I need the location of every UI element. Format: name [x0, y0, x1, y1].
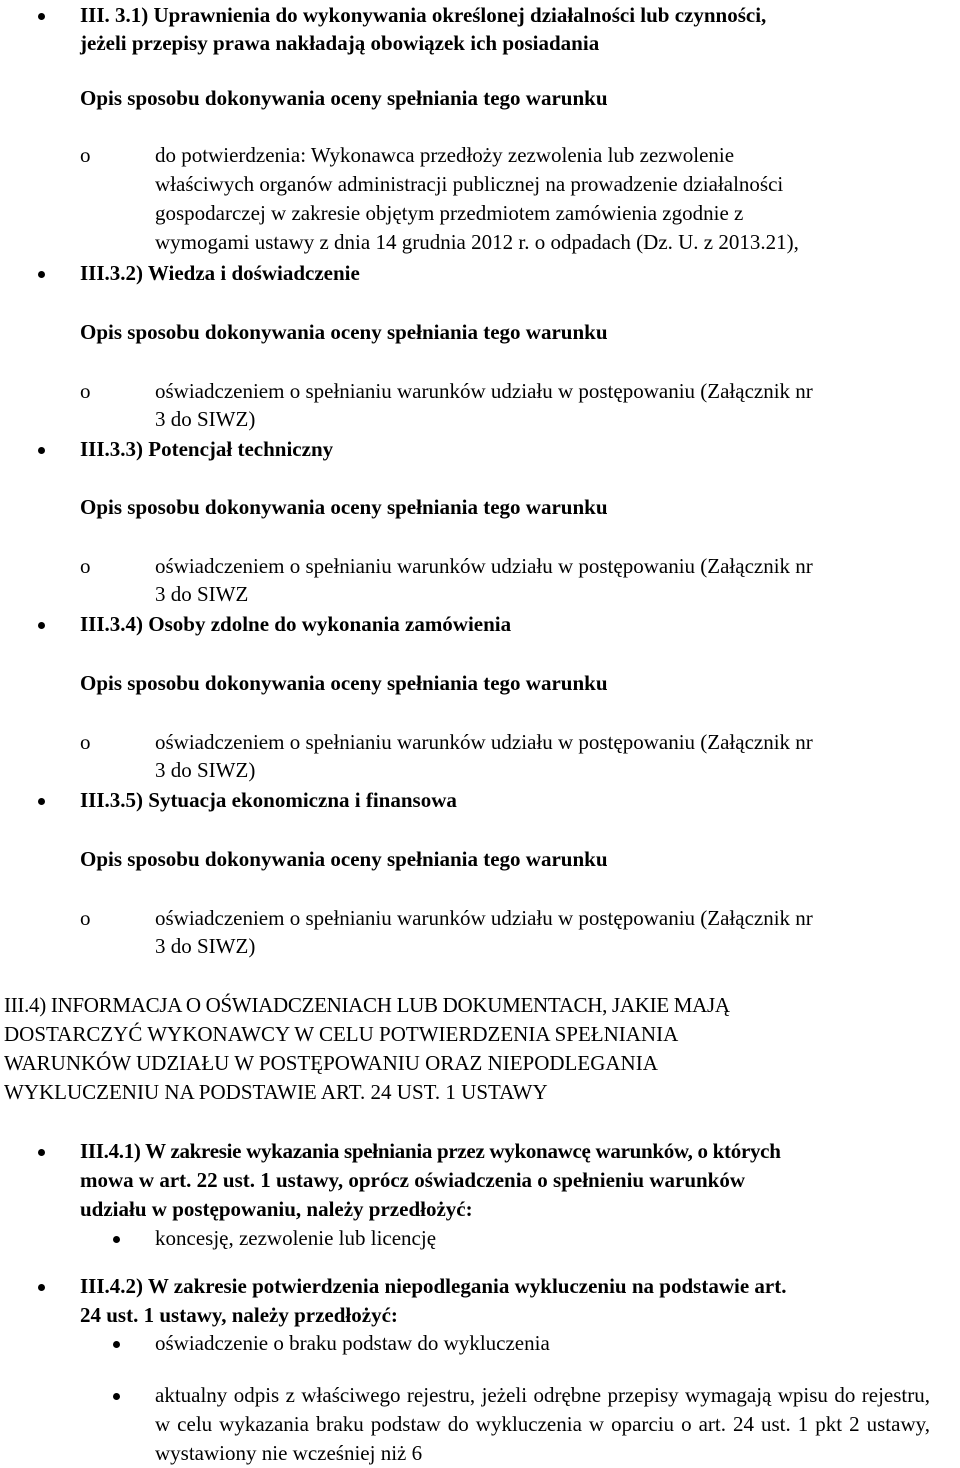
list-item-text: do potwierdzenia: Wykonawca przedłoży zezwolenia lub zezwolenie — [155, 143, 735, 167]
list-item-text: oświadczeniem o spełnianiu warunków udziału w postępowaniu (Załącznik nr — [155, 379, 813, 403]
hollow-bullet-icon: o — [80, 906, 91, 930]
opis-heading: Opis sposobu dokonywania oceny spełniania tego warunku — [80, 847, 608, 871]
section-title-3-1-line1: III. 3.1) Uprawnienia do wykonywania określonej działalności lub czynności, — [80, 3, 767, 27]
section-title-3-5: III.3.5) Sytuacja ekonomiczna i finansowa — [80, 788, 457, 812]
hollow-bullet-icon: o — [80, 554, 91, 578]
bullet-icon — [38, 1149, 45, 1156]
opis-heading: Opis sposobu dokonywania oceny spełniania tego warunku — [80, 320, 608, 344]
list-item-text: właściwych organów administracji publicznej na prowadzenie działalności — [155, 172, 784, 196]
section-title-4-1-line3: udziału w postępowaniu, należy przedłożyć: — [80, 1197, 473, 1221]
list-item-text: oświadczeniem o spełnianiu warunków udziału w postępowaniu (Załącznik nr — [155, 554, 813, 578]
list-item-text: aktualny odpis z właściwego rejestru, jeżeli odrębne przepisy wymagają wpisu do rejestru, w celu wykazania braku podstaw do wykluczenia w oparciu o art. 24 ust. 1 pkt 2 ustawy, wystawiony nie wcześniej niż 6 — [155, 1383, 930, 1465]
list-item-text: oświadczenie o braku podstaw do wykluczenia — [155, 1331, 550, 1355]
bullet-icon — [38, 1284, 45, 1291]
list-item-text: wymogami ustawy z dnia 14 grudnia 2012 r. o odpadach (Dz. U. z 2013.21), — [155, 230, 799, 254]
section-heading-3-4-line3: WARUNKÓW UDZIAŁU W POSTĘPOWANIU ORAZ NIEPODLEGANIA — [4, 1051, 658, 1075]
bullet-icon — [38, 447, 45, 454]
bullet-icon — [38, 13, 45, 20]
list-item-text: 3 do SIWZ) — [155, 758, 256, 782]
hollow-bullet-icon: o — [80, 730, 91, 754]
section-title-3-3: III.3.3) Potencjał techniczny — [80, 437, 334, 461]
section-title-3-2: III.3.2) Wiedza i doświadczenie — [80, 261, 360, 285]
section-title-3-1-line2: jeżeli przepisy prawa nakładają obowiązek ich posiadania — [80, 31, 600, 55]
list-item-text: koncesję, zezwolenie lub licencję — [155, 1226, 437, 1250]
list-item-text: oświadczeniem o spełnianiu warunków udziału w postępowaniu (Załącznik nr — [155, 906, 813, 930]
section-title-3-4: III.3.4) Osoby zdolne do wykonania zamówienia — [80, 612, 512, 636]
opis-heading: Opis sposobu dokonywania oceny spełniania tego warunku — [80, 671, 608, 695]
list-item-text: 3 do SIWZ) — [155, 407, 256, 431]
section-heading-3-4-line4: WYKLUCZENIU NA PODSTAWIE ART. 24 UST. 1 USTAWY — [4, 1080, 548, 1104]
bullet-icon — [38, 271, 45, 278]
section-title-4-2-line1: III.4.2) W zakresie potwierdzenia niepodlegania wykluczeniu na podstawie art. — [80, 1274, 787, 1298]
bullet-icon — [113, 1341, 120, 1348]
bullet-icon — [38, 622, 45, 629]
section-heading-3-4-line2: DOSTARCZYĆ WYKONAWCY W CELU POTWIERDZENIA SPEŁNIANIA — [4, 1022, 679, 1046]
section-title-4-2-line2: 24 ust. 1 ustawy, należy przedłożyć: — [80, 1303, 398, 1327]
bullet-icon — [113, 1393, 120, 1400]
bullet-icon — [38, 798, 45, 805]
section-heading-3-4-line1: III.4) INFORMACJA O OŚWIADCZENIACH LUB DOKUMENTACH, JAKIE MAJĄ — [4, 993, 730, 1017]
bullet-icon — [113, 1236, 120, 1243]
opis-heading: Opis sposobu dokonywania oceny spełniania tego warunku — [80, 495, 608, 519]
list-item-text: oświadczeniem o spełnianiu warunków udziału w postępowaniu (Załącznik nr — [155, 730, 813, 754]
list-item-text: 3 do SIWZ — [155, 582, 249, 606]
hollow-bullet-icon: o — [80, 379, 91, 403]
hollow-bullet-icon: o — [80, 143, 91, 167]
opis-heading: Opis sposobu dokonywania oceny spełniania tego warunku — [80, 86, 608, 110]
section-title-4-1-line1: III.4.1) W zakresie wykazania spełniania przez wykonawcę warunków, o których — [80, 1139, 781, 1163]
section-title-4-1-line2: mowa w art. 22 ust. 1 ustawy, oprócz oświadczenia o spełnieniu warunków — [80, 1168, 746, 1192]
list-item-text: 3 do SIWZ) — [155, 934, 256, 958]
list-item-text: gospodarczej w zakresie objętym przedmiotem zamówienia zgodnie z — [155, 201, 744, 225]
